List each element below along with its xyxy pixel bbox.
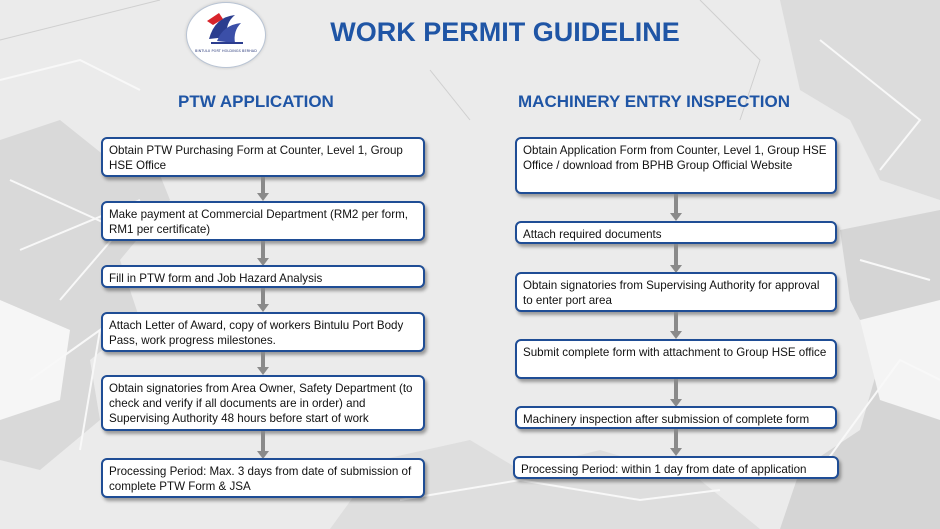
- flow-arrow: [674, 429, 678, 449]
- ptw-step-6: Processing Period: Max. 3 days from date of submission of complete PTW Form & JSA: [101, 458, 425, 498]
- machinery-step-4: Submit complete form with attachment to Group HSE office: [515, 339, 837, 379]
- flow-arrow: [674, 379, 678, 400]
- logo-emblem-icon: [205, 9, 247, 47]
- logo-text: BINTULU PORT HOLDINGS BERHAD: [195, 49, 257, 53]
- ptw-step-3: Fill in PTW form and Job Hazard Analysis: [101, 265, 425, 288]
- machinery-step-1: Obtain Application Form from Counter, Level 1, Group HSE Office / download from BPHB Group Official Website: [515, 137, 837, 194]
- machinery-step-2: Attach required documents: [515, 221, 837, 244]
- ptw-step-1: Obtain PTW Purchasing Form at Counter, Level 1, Group HSE Office: [101, 137, 425, 177]
- flow-arrow: [261, 431, 265, 452]
- flow-arrow: [674, 194, 678, 214]
- flow-arrow: [261, 177, 265, 194]
- machinery-column-title: MACHINERY ENTRY INSPECTION: [518, 92, 791, 111]
- machinery-step-3: Obtain signatories from Supervising Authority for approval to enter port area: [515, 272, 837, 312]
- flow-arrow: [261, 352, 265, 368]
- flow-arrow: [674, 312, 678, 332]
- company-logo: [186, 2, 266, 68]
- flow-arrow: [674, 244, 678, 266]
- ptw-step-2: Make payment at Commercial Department (RM2 per form, RM1 per certificate): [101, 201, 425, 241]
- machinery-step-5: Machinery inspection after submission of complete form: [515, 406, 837, 429]
- flow-arrow: [261, 288, 265, 305]
- ptw-step-4: Attach Letter of Award, copy of workers Bintulu Port Body Pass, work progress milestones.: [101, 312, 425, 352]
- page-title: WORK PERMIT GUIDELINE: [330, 17, 680, 47]
- ptw-column-title: PTW APPLICATION: [178, 92, 334, 111]
- ptw-step-5: Obtain signatories from Area Owner, Safety Department (to check and verify if all documents are in order) and Supervising Authority 48 hours before start of work: [101, 375, 425, 431]
- flow-arrow: [261, 241, 265, 259]
- machinery-step-6: Processing Period: within 1 day from date of application: [513, 456, 839, 479]
